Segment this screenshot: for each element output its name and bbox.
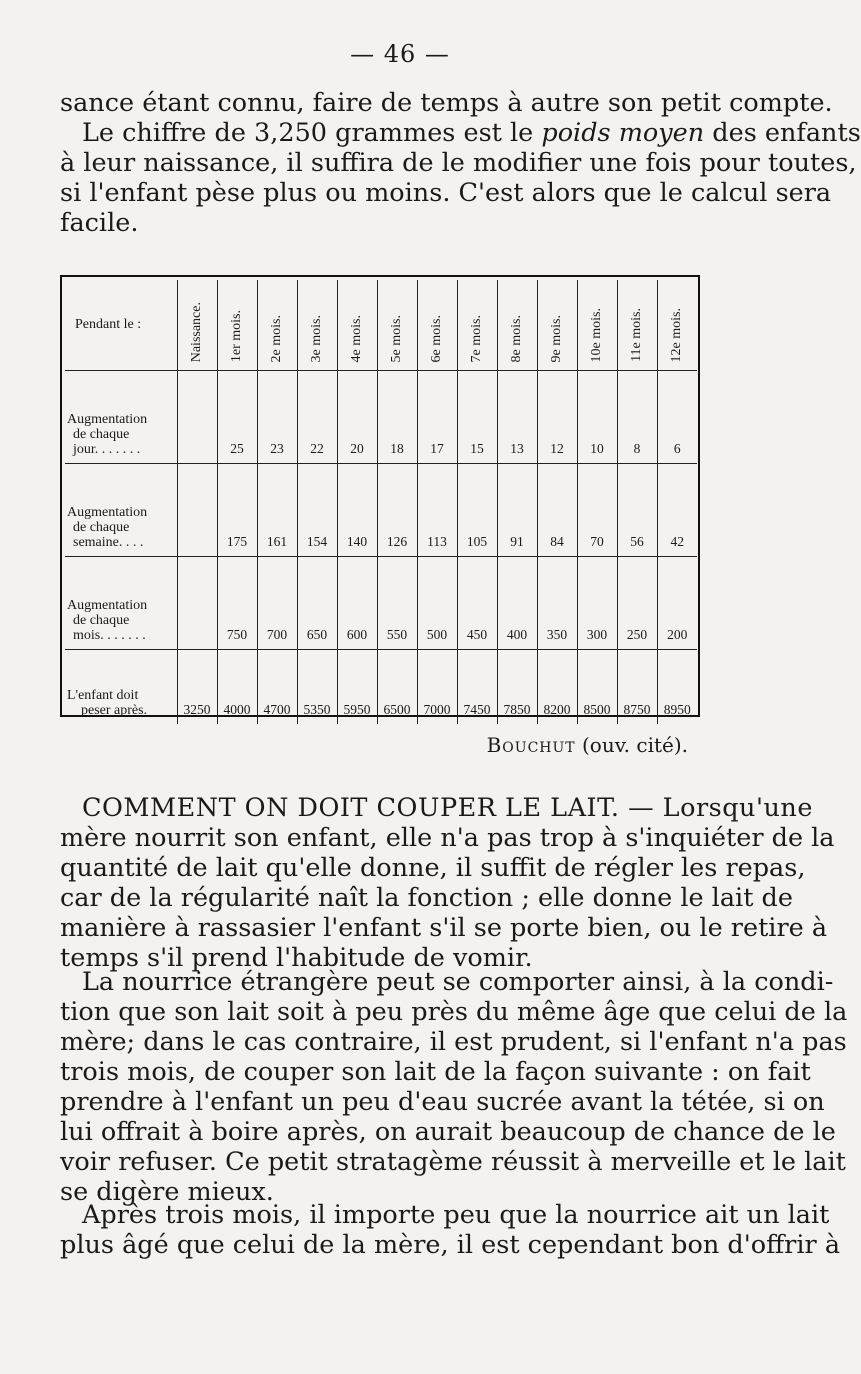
- table-cell: 161: [257, 464, 297, 557]
- column-header: [417, 280, 457, 371]
- section-heading-line: COMMENT ON DOIT COUPER LE LAIT. — Lorsqu'une: [82, 793, 813, 823]
- paragraph-apres-trois-mois: [60, 1200, 841, 1260]
- table-header-row: [65, 280, 697, 371]
- table-cell: 20: [337, 371, 377, 464]
- table-cell: 6500: [377, 650, 417, 725]
- table-body: [65, 371, 697, 725]
- row-label-line: jour. . . . . . .: [73, 442, 141, 457]
- table-cell: 12: [537, 371, 577, 464]
- table-cell: 400: [497, 557, 537, 650]
- column-header-label: 10e mois.: [589, 307, 604, 362]
- text-line: tion que son lait soit à peu près du même âge que celui de la: [60, 997, 848, 1027]
- column-header-label: Naissance.: [189, 301, 204, 362]
- text-line: lui offrait à boire après, on aurait beaucoup de chance de le: [60, 1117, 836, 1147]
- table-cell: 250: [617, 557, 657, 650]
- table-cell: 750: [217, 557, 257, 650]
- table-cell: 56: [617, 464, 657, 557]
- table-cell: 550: [377, 557, 417, 650]
- text-line: car de la régularité naît la fonction ; elle donne le lait de: [60, 883, 793, 913]
- table-cell: 500: [417, 557, 457, 650]
- table-cell: 7450: [457, 650, 497, 725]
- row-label-line: Augmentation: [67, 412, 148, 427]
- column-header-label: 7e mois.: [469, 314, 484, 362]
- table-cell: 8200: [537, 650, 577, 725]
- table-cell: 5350: [297, 650, 337, 725]
- table-cell: 154: [297, 464, 337, 557]
- table-cell: 3250: [177, 650, 217, 725]
- source-author: Bouchut: [486, 733, 576, 757]
- text-line: si l'enfant pèse plus ou moins. C'est alors que le calcul sera: [60, 178, 832, 208]
- column-header-label: 12e mois.: [669, 307, 685, 362]
- column-header: [617, 280, 657, 371]
- table-cell: 42: [657, 464, 697, 557]
- table-cell: [177, 371, 217, 464]
- column-header-label: 9e mois.: [549, 314, 564, 362]
- table-cell: 105: [457, 464, 497, 557]
- table-cell: 450: [457, 557, 497, 650]
- row-label-line: peser après.: [81, 703, 148, 718]
- table-cell: 8500: [577, 650, 617, 725]
- table-cell: 13: [497, 371, 537, 464]
- table-cell: 6: [657, 371, 697, 464]
- column-header: [257, 280, 297, 371]
- row-label: [65, 464, 177, 557]
- table-cell: 300: [577, 557, 617, 650]
- table-cell: 25: [217, 371, 257, 464]
- intro-paragraph: [60, 88, 861, 238]
- table-cell: 15: [457, 371, 497, 464]
- text-line: [60, 118, 861, 148]
- table-cell: 22: [297, 371, 337, 464]
- row-label-line: mois. . . . . . .: [73, 628, 146, 643]
- text-line: plus âgé que celui de la mère, il est cependant bon d'offrir à: [60, 1230, 841, 1260]
- table-cell: 84: [537, 464, 577, 557]
- text-line: à leur naissance, il suffira de le modifier une fois pour toutes,: [60, 148, 857, 178]
- text-line: prendre à l'enfant un peu d'eau sucrée avant la tétée, si on: [60, 1087, 825, 1117]
- header-label: Pendant le :: [65, 280, 177, 371]
- text-line: sance étant connu, faire de temps à autre son petit compte.: [60, 88, 833, 118]
- text-line: manière à rassasier l'enfant s'il se porte bien, ou le retire à: [60, 913, 828, 943]
- table-cell: [177, 464, 217, 557]
- table-row: [65, 371, 697, 464]
- table-cell: 650: [297, 557, 337, 650]
- table-row: [65, 650, 697, 725]
- weight-gain-grid: [65, 280, 697, 724]
- page-number: — 46 —: [350, 40, 450, 68]
- table-cell: 200: [657, 557, 697, 650]
- table-row: [65, 464, 697, 557]
- text-line: se digère mieux.: [60, 1177, 274, 1207]
- table-cell: 7850: [497, 650, 537, 725]
- table-cell: 91: [497, 464, 537, 557]
- table-cell: [177, 557, 217, 650]
- text-line: La nourrice étrangère peut se comporter ainsi, à la condi-: [82, 967, 834, 997]
- table-cell: 7000: [417, 650, 457, 725]
- table-cell: 70: [577, 464, 617, 557]
- text-line: temps s'il prend l'habitude de vomir.: [60, 943, 533, 973]
- paragraph-nourrice: [60, 967, 848, 1207]
- row-label-line: L'enfant doit: [67, 688, 139, 703]
- row-label-line: de chaque: [73, 427, 130, 442]
- source-citation: [487, 733, 688, 757]
- table-cell: 600: [337, 557, 377, 650]
- table-cell: 350: [537, 557, 577, 650]
- column-header-label: 4e mois.: [349, 314, 364, 362]
- row-label-line: de chaque: [73, 520, 130, 535]
- text-line: Après trois mois, il importe peu que la nourrice ait un lait: [82, 1200, 830, 1230]
- text-line: facile.: [60, 208, 139, 238]
- row-label: [65, 371, 177, 464]
- column-header-label: 3e mois.: [309, 314, 324, 362]
- row-label-line: de chaque: [73, 613, 130, 628]
- row-label: [65, 650, 177, 725]
- table-cell: 17: [417, 371, 457, 464]
- table-cell: 700: [257, 557, 297, 650]
- text-line: voir refuser. Ce petit stratagème réussit à merveille et le lait: [60, 1147, 846, 1177]
- column-header: [377, 280, 417, 371]
- column-header-label: 2e mois.: [269, 314, 284, 362]
- column-header-label: 6e mois.: [429, 314, 444, 362]
- text-line: trois mois, de couper son lait de la façon suivante : on fait: [60, 1057, 811, 1087]
- text-fragment: des enfants: [704, 118, 861, 148]
- table-cell: 113: [417, 464, 457, 557]
- text-fragment: Le chiffre de 3,250 grammes est le: [82, 118, 542, 148]
- text-line: mère nourrit son enfant, elle n'a pas trop à s'inquiéter de la: [60, 823, 835, 853]
- emphasis-text: poids moyen: [541, 118, 705, 148]
- row-label: [65, 557, 177, 650]
- table-row: [65, 557, 697, 650]
- table-cell: 8: [617, 371, 657, 464]
- table-cell: 18: [377, 371, 417, 464]
- column-header-label: 11e mois.: [629, 308, 644, 362]
- source-note: (ouv. cité).: [582, 733, 688, 757]
- column-header: [177, 280, 217, 371]
- table-cell: 4700: [257, 650, 297, 725]
- column-header: [297, 280, 337, 371]
- column-header: [457, 280, 497, 371]
- column-header-label: 8e mois.: [509, 314, 524, 362]
- column-header: [537, 280, 577, 371]
- row-label-line: Augmentation: [67, 505, 148, 520]
- table-cell: 5950: [337, 650, 377, 725]
- table-cell: 126: [377, 464, 417, 557]
- table-cell: 10: [577, 371, 617, 464]
- column-header: [497, 280, 537, 371]
- weight-gain-table: [60, 275, 700, 717]
- column-header: [577, 280, 617, 371]
- column-header: [217, 280, 257, 371]
- row-label-line: Augmentation: [67, 598, 148, 613]
- column-header: [657, 280, 697, 371]
- text-line: quantité de lait qu'elle donne, il suffit de régler les repas,: [60, 853, 806, 883]
- column-header-label: 5e mois.: [389, 314, 404, 362]
- table-cell: 23: [257, 371, 297, 464]
- column-header: [337, 280, 377, 371]
- row-label-line: semaine. . . .: [73, 535, 144, 550]
- table-cell: 8950: [657, 650, 697, 725]
- table-cell: 4000: [217, 650, 257, 725]
- table-cell: 140: [337, 464, 377, 557]
- paragraph-coupe-lait: [60, 793, 835, 973]
- column-header-label: 1er mois.: [229, 309, 244, 362]
- table-cell: 175: [217, 464, 257, 557]
- table-cell: 8750: [617, 650, 657, 725]
- text-line: mère; dans le cas contraire, il est prudent, si l'enfant n'a pas: [60, 1027, 847, 1057]
